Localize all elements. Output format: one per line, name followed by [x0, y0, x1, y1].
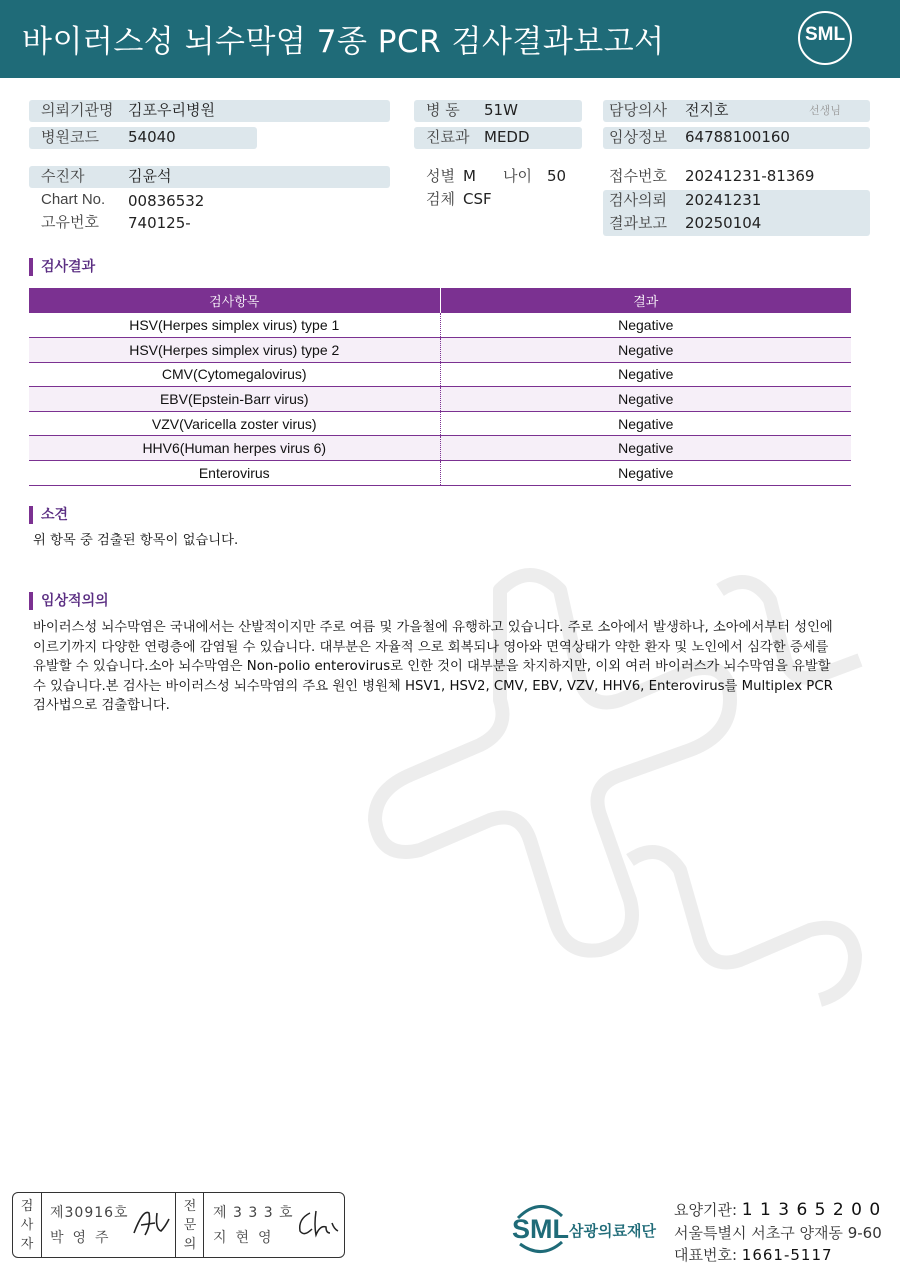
specimen-value: CSF — [463, 190, 492, 208]
care-number: 1 1 3 6 5 2 0 0 — [741, 1200, 882, 1220]
test-item: HSV(Herpes simplex virus) type 2 — [29, 338, 440, 363]
significance-section-title: 임상적의의 — [29, 592, 109, 610]
table-row — [29, 387, 851, 412]
sex-label: 성별 — [426, 167, 455, 185]
examiner-label — [17, 1197, 37, 1254]
dept-label: 진료과 — [426, 128, 470, 146]
specialist-signature-icon — [296, 1207, 340, 1241]
age-value: 50 — [547, 167, 567, 185]
significance-text — [33, 618, 833, 716]
report-title: 바이러스성 뇌수막염 7종 PCR 검사결과보고서 — [22, 24, 665, 60]
sml-logo-text: SML — [804, 24, 846, 45]
doctor-label: 담당의사 — [609, 101, 667, 119]
divider — [41, 1193, 42, 1257]
examiner-label-text: 검사자 — [20, 1199, 34, 1252]
results-table — [29, 288, 851, 486]
unique-value: 740125- — [128, 214, 191, 232]
institution-value: 김포우리병원 — [128, 101, 215, 119]
sex-value: M — [463, 167, 476, 185]
phone-number: 1661-5117 — [741, 1246, 833, 1264]
footer-phone — [674, 1244, 833, 1265]
hospital-code-label: 병원코드 — [41, 128, 99, 146]
table-row — [29, 362, 851, 387]
chart-label: Chart No. — [41, 191, 106, 208]
test-result: Negative — [440, 411, 851, 436]
significance-line: 이르기까지 다양한 연령층에 감염될 수 있습니다. 대부분은 자율적 으로 회복되나 영아와 면역상태가 약한 환자 및 노인에서 심각한 증세를 — [33, 639, 829, 655]
significance-line: 바이러스성 뇌수막염은 국내에서는 산발적이지만 주로 여름 및 가을철에 유행하고 있습니다. 주로 소아에서 발생하나, 소아에서부터 성인에 — [33, 620, 833, 635]
results-section-title: 검사결과 — [29, 258, 95, 276]
specialist-label — [180, 1197, 200, 1254]
significance-line: 수 있습니다.본 검사는 바이러스성 뇌수막염의 주요 원인 병원체 HSV1, HSV2, CMV, EBV, VZV, HHV6, Enterovirus를 Multiplex PCR — [33, 678, 833, 694]
results-header-row — [29, 288, 851, 313]
footer-logo-text: SML — [512, 1214, 569, 1244]
significance-line: 유발할 수 있습니다.소아 뇌수막염은 Non-polio enterovirus로 인한 것이 대부분을 차지하지만, 이외 여러 바이러스가 뇌수막염을 유발할 — [33, 659, 831, 674]
test-result: Negative — [440, 362, 851, 387]
report-value: 20250104 — [685, 214, 762, 232]
hospital-code-value: 54040 — [128, 128, 176, 146]
receipt-label: 접수번호 — [609, 167, 667, 185]
specialist-label-text: 전문의 — [183, 1199, 197, 1252]
footer-address: 서울특별시 서초구 양재동 9-60 — [674, 1224, 882, 1242]
signature-box — [12, 1192, 345, 1258]
chart-value: 00836532 — [128, 192, 205, 210]
test-item: VZV(Varicella zoster virus) — [29, 411, 440, 436]
specialist-name: 지현영 — [213, 1230, 281, 1246]
sml-logo — [798, 11, 852, 65]
patient-label: 수진자 — [41, 167, 85, 185]
ward-value: 51W — [484, 101, 518, 119]
patient-value: 김윤석 — [128, 167, 172, 185]
care-label: 요양기관: — [674, 1201, 738, 1219]
significance-line: 검사법으로 검출합니다. — [33, 698, 170, 713]
table-row — [29, 411, 851, 436]
examiner-name: 박영주 — [50, 1230, 118, 1246]
footer-org-name: 삼광의료재단 — [569, 1222, 656, 1240]
table-row — [29, 436, 851, 461]
test-result: Negative — [440, 461, 851, 486]
test-item: Enterovirus — [29, 461, 440, 486]
care-institution — [674, 1199, 881, 1220]
test-result: Negative — [440, 387, 851, 412]
unique-label: 고유번호 — [41, 213, 99, 231]
divider — [203, 1193, 204, 1257]
examiner-number: 제30916호 — [50, 1205, 129, 1221]
age-label: 나이 — [503, 167, 532, 185]
phone-label: 대표번호: — [674, 1246, 738, 1264]
test-item: EBV(Epstein-Barr virus) — [29, 387, 440, 412]
test-item: HSV(Herpes simplex virus) type 1 — [29, 313, 440, 338]
opinion-section-title: 소견 — [29, 506, 68, 524]
test-result: Negative — [440, 313, 851, 338]
clinical-label: 임상정보 — [609, 128, 667, 146]
col-item-header: 검사항목 — [29, 288, 440, 313]
table-row — [29, 338, 851, 363]
examiner-signature-icon — [131, 1205, 171, 1241]
clinical-value: 64788100160 — [685, 128, 790, 146]
doctor-value: 전지호 — [685, 101, 729, 119]
report-label: 결과보고 — [609, 214, 667, 232]
table-row — [29, 461, 851, 486]
ward-label: 병 동 — [426, 101, 460, 119]
dept-value: MEDD — [484, 128, 530, 146]
specimen-label: 검체 — [426, 190, 455, 208]
report-header — [0, 0, 900, 78]
test-item: CMV(Cytomegalovirus) — [29, 362, 440, 387]
divider — [175, 1193, 176, 1257]
table-row — [29, 313, 851, 338]
request-label: 검사의뢰 — [609, 191, 667, 209]
request-value: 20241231 — [685, 191, 762, 209]
test-result: Negative — [440, 338, 851, 363]
col-result-header: 결과 — [440, 288, 851, 313]
specialist-number: 제 3 3 3 호 — [213, 1205, 294, 1221]
receipt-value: 20241231-81369 — [685, 167, 815, 185]
doctor-suffix: 선생님 — [809, 104, 841, 117]
opinion-text: 위 항목 중 검출된 항목이 없습니다. — [33, 533, 239, 548]
test-result: Negative — [440, 436, 851, 461]
test-item: HHV6(Human herpes virus 6) — [29, 436, 440, 461]
institution-label: 의뢰기관명 — [41, 101, 114, 119]
